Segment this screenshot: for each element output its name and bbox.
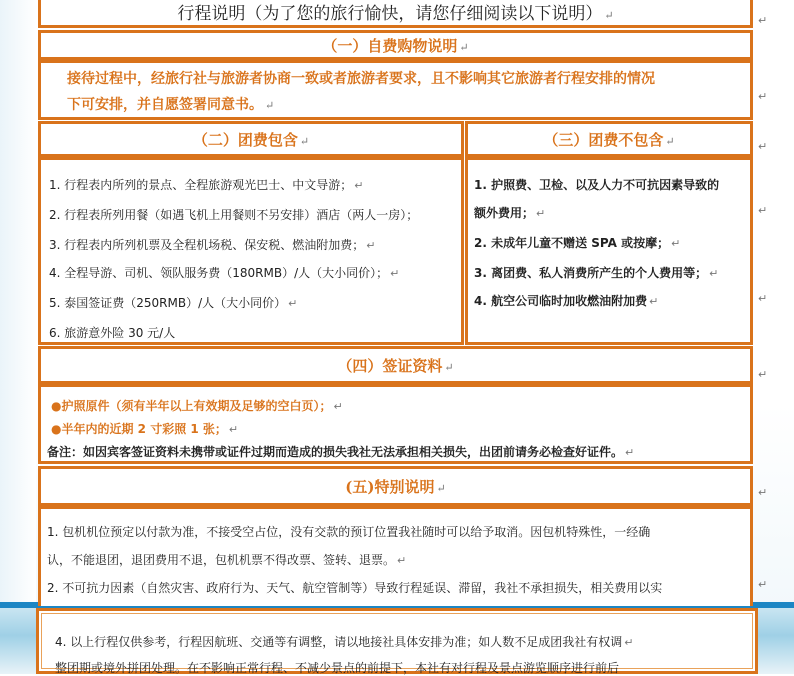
margin-mark-1: ↵: [758, 14, 768, 27]
sec4-item-2: ●半年内的近期 2 寸彩照 1 张； ↵: [51, 422, 239, 436]
sec4-note: 备注：如因宾客签证资料未携带或证件过期而造成的损失我社无法承担相关损失，出团前请务必检查好证件。 ↵: [47, 445, 635, 459]
bullet-icon: ●: [51, 422, 62, 436]
sec1-line-1: 接待过程中，经旅行社与旅游者协商一致或者旅游者要求，且不影响其它旅游者行程安排的情况: [67, 71, 655, 87]
margin-mark-8: ↵: [758, 578, 768, 591]
sec1-line-2: 下可安排，并自愿签署同意书。 ↵: [67, 97, 275, 113]
sec1-body-box: [38, 60, 753, 120]
sec4-title-box: [38, 346, 753, 384]
sec2-item-4: 4. 全程导游、司机、领队服务费（180RMB）/人（大小同价）； ↵: [49, 266, 400, 280]
sec2-title: （二）团费包含 ↵: [192, 131, 310, 149]
page-title: 行程说明（为了您的旅行愉快，请您仔细阅读以下说明） ↵: [177, 4, 614, 24]
margin-mark-4: ↵: [758, 204, 768, 217]
next-page-box: [36, 608, 758, 674]
sec1-title: （一）自费购物说明 ↵: [322, 37, 469, 55]
sec2-item-6: 6. 旅游意外险 30 元/人: [49, 326, 176, 340]
sec2-item-1: 1. 行程表内所列的景点、全程旅游观光巴士、中文导游； ↵: [49, 178, 364, 192]
sec5-line-3: 2. 不可抗力因素（自然灾害、政府行为、天气、航空管制等）导致行程延误、滞留，我社不承担损失，相关费用以实: [47, 581, 663, 595]
sec5-title-box: [38, 466, 753, 506]
sec5-line-1: 1. 包机机位预定以付款为准，不接受空占位，没有交款的预订位置我社随时可以给予取消。因包机特殊性，一经确: [47, 525, 651, 539]
sec2-item-2: 2. 行程表所列用餐（如遇飞机上用餐则不另安排）酒店（两人一房）；: [49, 208, 419, 222]
sec4-item-1: ●护照原件（须有半年以上有效期及足够的空白页）； ↵: [51, 399, 343, 413]
sec2-item-5: 5. 泰国签证费（250RMB）/人（大小同价） ↵: [49, 296, 298, 310]
sec3-title: （三）团费不包含 ↵: [543, 131, 675, 149]
sec2-title-box: [38, 121, 464, 157]
sec3-body-box: [465, 157, 753, 345]
page2-line-1: 4. 以上行程仅供参考，行程因航班、交通等有调整，请以地接社具体安排为准；如人数不足成团我社有权调 ↵: [55, 635, 634, 649]
sec2-item-3: 3. 行程表内所列机票及全程机场税、保安税、燃油附加费； ↵: [49, 238, 376, 252]
sec5-body-box: [38, 506, 753, 606]
margin-mark-3: ↵: [758, 140, 768, 153]
margin-mark-5: ↵: [758, 292, 768, 305]
sec4-title: （四）签证资料 ↵: [337, 357, 454, 375]
sec3-item-4: 4. 航空公司临时加收燃油附加费 ↵: [474, 294, 659, 308]
page-left-gradient: [0, 0, 36, 674]
sec1-title-box: [38, 30, 753, 60]
sec2-body-box: [38, 157, 464, 345]
sec3-item-3: 3. 离团费、私人消费所产生的个人费用等； ↵: [474, 266, 719, 280]
margin-mark-7: ↵: [758, 486, 768, 499]
sec3-item-1-cont: 额外费用； ↵: [474, 206, 546, 220]
sec3-item-1: 1. 护照费、卫检、以及人力不可抗因素导致的: [474, 178, 720, 192]
bullet-icon: ●: [51, 399, 62, 413]
sec5-line-2: 认，不能退团，退团费用不退，包机机票不得改票、签转、退票。 ↵: [47, 553, 407, 567]
sec5-title: (五)特别说明 ↵: [345, 478, 446, 496]
margin-mark-6: ↵: [758, 368, 768, 381]
margin-mark-2: ↵: [758, 90, 768, 103]
sec3-item-2: 2. 未成年儿童不赠送 SPA 或按摩； ↵: [474, 236, 681, 250]
sec4-body-box: [38, 384, 753, 464]
page2-line-2: 整团期或境外拼团处理。在不影响正常行程、不减少景点的前提下，本社有对行程及景点游览顺序进行前后: [55, 661, 620, 675]
sec3-title-box: [465, 121, 753, 157]
